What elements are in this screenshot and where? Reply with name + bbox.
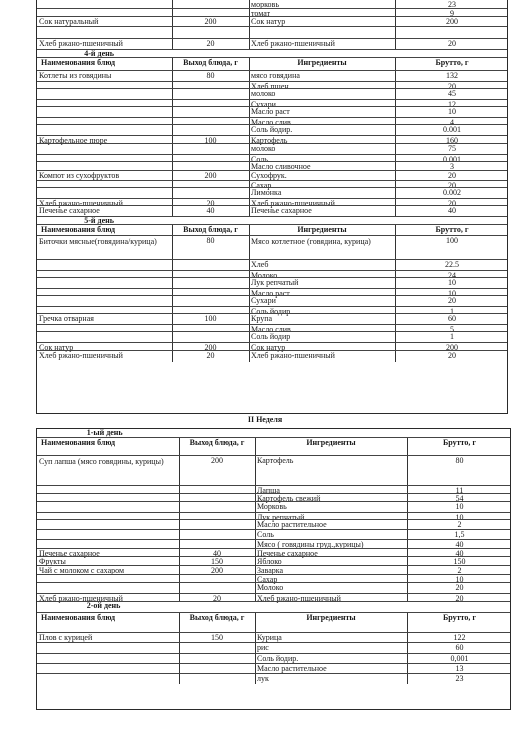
gross-weight-cell: 10 [455, 513, 464, 522]
ingredient-cell: Молоко [257, 583, 284, 592]
yield-cell: 40 [213, 549, 221, 558]
yield-cell: 80 [206, 71, 215, 80]
table-header-row [37, 57, 507, 71]
column-divider [395, 351, 396, 362]
gross-weight-cell: 20 [448, 296, 456, 305]
ingredient-cell: Масло растительное [257, 520, 327, 529]
ingredient-cell: Соль йодир. [257, 654, 299, 663]
gross-weight-cell: 20 [448, 351, 456, 360]
ingredient-cell: Хлеб ржано-пшеничный [251, 199, 335, 208]
ingredient-cell: Лук репчатый [257, 513, 305, 522]
yield-cell: 20 [206, 199, 215, 208]
dish-name-cell: Плов с курицей [39, 633, 93, 642]
dish-name-cell: Картофельное пюре [39, 136, 108, 145]
gross-weight-cell: 11 [455, 486, 464, 495]
gross-weight-cell: 0.001 [443, 125, 461, 134]
gross-weight-cell: 24 [448, 271, 456, 280]
gross-weight-cell: 20 [455, 583, 464, 592]
gross-weight-cell: 1 [450, 332, 454, 341]
gross-weight-cell: 23 [448, 0, 456, 9]
ingredient-cell: Хлеб ржано-пшеничный [251, 351, 335, 360]
column-divider [179, 456, 180, 486]
gross-weight-cell: 2 [457, 520, 462, 529]
dish-name-cell: Хлеб ржано-пшеничный [39, 39, 123, 48]
gross-weight-cell: 160 [446, 136, 458, 145]
yield-cell [179, 674, 255, 684]
gross-weight-cell: 10 [448, 289, 456, 298]
ingredient-cell: Лук репчатый [251, 278, 299, 287]
ingredient-cell: Молоко [251, 271, 278, 280]
yield-cell: 80 [206, 236, 215, 245]
gross-weight-cell: 10 [455, 502, 464, 511]
ingredient-cell: Ингредиенты [306, 438, 356, 447]
yield-cell: 200 [204, 17, 217, 26]
column-divider [255, 456, 256, 486]
table-header-row [37, 612, 510, 633]
dish-name-cell: Гречка отварная [39, 314, 94, 323]
ingredient-cell: Заварка [257, 566, 284, 575]
gross-weight-cell: 20 [448, 181, 456, 190]
yield-cell: 200 [204, 343, 217, 352]
yield-cell: 200 [211, 566, 223, 575]
ingredient-cell: Масло раст [251, 107, 290, 116]
table-row [37, 455, 510, 486]
column-divider [407, 438, 408, 456]
ingredient-cell: Картофель свежий [257, 494, 321, 503]
day-heading: 1-ый день [86, 428, 123, 437]
yield-cell: 100 [204, 136, 217, 145]
ingredient-cell: Ингредиенты [306, 613, 356, 622]
dish-name-cell: Наименования блюд [41, 613, 116, 622]
gross-weight-cell: 60 [448, 314, 456, 323]
menu-table-week1 [36, 0, 508, 414]
column-divider [179, 674, 180, 684]
week-title: II Неделя [247, 415, 283, 424]
gross-weight-cell: 75 [448, 144, 456, 153]
gross-weight-cell: Брутто, г [442, 438, 477, 447]
ingredient-cell: молоко [251, 89, 276, 98]
dish-name-cell: Котлеты из говядины [39, 71, 112, 80]
gross-weight-cell: 200 [446, 17, 458, 26]
ingredient-cell: Лапша [257, 486, 280, 495]
gross-weight-cell: 20 [448, 82, 456, 91]
ingredient-cell: Хлеб ржано-пшеничный [257, 594, 341, 603]
gross-weight-cell: 54 [455, 494, 464, 503]
column-divider [179, 613, 180, 633]
ingredient-cell: томат [251, 9, 271, 18]
gross-weight-cell: Брутто, г [435, 225, 469, 234]
gross-weight-cell: 10 [448, 107, 456, 116]
dish-name-cell: Суп лапша (мясо говядины, курицы) [39, 457, 164, 466]
gross-weight-cell: 0.002 [443, 188, 461, 197]
day-heading-row [37, 429, 510, 437]
yield-cell: 20 [206, 39, 215, 48]
ingredient-cell: Сахар [257, 575, 278, 584]
gross-weight-cell: 80 [455, 456, 464, 465]
gross-weight-cell: 5 [450, 325, 454, 334]
dish-name-cell: Печенье сахарное [39, 549, 100, 558]
ingredient-cell: Морковь [257, 502, 287, 511]
gross-weight-cell: 3 [450, 162, 454, 171]
column-divider [407, 456, 408, 486]
dish-name-cell: Сок натур [39, 343, 74, 352]
dish-name-cell: Печенье сахарное [39, 206, 100, 215]
table-header-row [37, 437, 510, 456]
ingredient-cell: Хлеб [251, 260, 269, 269]
ingredient-cell: Лимонка [251, 188, 282, 197]
day-heading: 5-й день [84, 216, 114, 225]
dish-name-cell: Компот из сухофруктов [39, 171, 120, 180]
ingredient-cell: Сахар [251, 181, 272, 190]
gross-weight-cell: 122 [453, 633, 466, 642]
column-divider [395, 0, 396, 8]
ingredient-cell: лук [257, 674, 269, 683]
ingredient-cell: Мясо котлетное (говядина, курица) [251, 237, 371, 246]
gross-weight-cell: 23 [455, 674, 464, 683]
column-divider [172, 351, 173, 362]
table-row [37, 673, 510, 684]
ingredient-cell: Мясо ( говядины груд.,курицы) [257, 540, 364, 549]
dish-name-cell: Хлеб ржано-пшеничный [39, 351, 123, 360]
ingredient-cell: Курица [257, 633, 282, 642]
gross-weight-cell: 1 [450, 307, 454, 316]
yield-cell [172, 0, 249, 8]
ingredient-cell: Соль [251, 155, 268, 164]
ingredient-cell: Хлеб пшен [251, 82, 289, 91]
yield-cell: 40 [206, 206, 215, 215]
gross-weight-cell: 20 [448, 171, 456, 180]
ingredient-cell: Масло сливочное [251, 162, 311, 171]
ingredient-cell: Ингредиенты [297, 58, 347, 67]
ingredient-cell: Печенье сахарное [257, 549, 318, 558]
column-divider [395, 236, 396, 260]
gross-weight-cell: 22.5 [445, 260, 459, 269]
table-row [37, 350, 507, 362]
gross-weight-cell: 0.001 [443, 155, 461, 164]
column-divider [255, 438, 256, 456]
ingredient-cell: Масло слив [251, 325, 291, 334]
column-divider [407, 613, 408, 633]
column-divider [255, 674, 256, 684]
column-divider [249, 351, 250, 362]
day-heading: 4-й день [84, 49, 114, 58]
table-row [37, 235, 507, 260]
dish-name-cell [37, 0, 172, 8]
yield-cell: Выход блюда, г [183, 225, 238, 234]
ingredient-cell: Сухофрук. [251, 171, 287, 180]
gross-weight-cell: Брутто, г [435, 58, 469, 67]
yield-cell: Выход блюда, г [183, 58, 238, 67]
yield-cell: 150 [211, 557, 223, 566]
gross-weight-cell: 20 [448, 199, 456, 208]
dish-name-cell: Биточки мясные(говядина/курица) [39, 237, 157, 246]
gross-weight-cell: 9 [450, 9, 454, 18]
column-divider [407, 674, 408, 684]
ingredient-cell: Печенье сахарное [251, 206, 312, 215]
yield-cell: 200 [204, 171, 217, 180]
ingredient-cell: Масло растительное [257, 664, 327, 673]
gross-weight-cell: Брутто, г [442, 613, 477, 622]
gross-weight-cell: 13 [455, 664, 464, 673]
gross-weight-cell: 45 [448, 89, 456, 98]
gross-weight-cell: 10 [455, 575, 464, 584]
yield-cell: Выход блюда, г [189, 438, 245, 447]
gross-weight-cell: 150 [453, 557, 466, 566]
day-heading: 2-ой день [86, 601, 121, 610]
dish-name-cell: Наименования блюд [41, 58, 116, 67]
ingredient-cell: Сок натур [251, 343, 286, 352]
yield-cell: Выход блюда, г [189, 613, 245, 622]
ingredient-cell: Яблоко [257, 557, 282, 566]
ingredient-cell: Соль йодир. [251, 125, 293, 134]
gross-weight-cell: 132 [446, 71, 458, 80]
gross-weight-cell: 4 [450, 118, 454, 127]
table-row [37, 0, 507, 8]
gross-weight-cell: 40 [448, 206, 456, 215]
gross-weight-cell: 20 [455, 594, 464, 603]
yield-cell: 20 [206, 351, 215, 360]
yield-cell: 200 [211, 456, 223, 465]
ingredient-cell: Картофель [257, 456, 294, 465]
gross-weight-cell: 0,001 [450, 654, 469, 663]
ingredient-cell: Масло слив [251, 118, 291, 127]
ingredient-cell: Крупа [251, 314, 273, 323]
column-divider [249, 236, 250, 260]
gross-weight-cell: 1,5 [454, 530, 465, 539]
ingredient-cell: Сухари [251, 100, 276, 109]
gross-weight-cell: 20 [448, 39, 456, 48]
dish-name-cell: Сок натуральный [39, 17, 99, 26]
ingredient-cell: мясо говядина [251, 71, 300, 80]
dish-name-cell: Наименования блюд [41, 225, 116, 234]
dish-name-cell: Фрукты [39, 557, 66, 566]
menu-table-week2 [36, 428, 511, 710]
ingredient-cell: Хлеб ржано-пшеничный [251, 39, 335, 48]
gross-weight-cell: 10 [448, 278, 456, 287]
ingredient-cell: Масло раст. [251, 289, 292, 298]
yield-cell: 20 [213, 594, 221, 603]
dish-name-cell: Наименования блюд [41, 438, 116, 447]
gross-weight-cell: 12 [448, 100, 456, 109]
gross-weight-cell: 200 [446, 343, 458, 352]
dish-name-cell: Хлеб ржано-пшеничный [39, 199, 123, 208]
ingredient-cell: Сухари [251, 296, 276, 305]
yield-cell: 100 [204, 314, 217, 323]
yield-cell: 150 [211, 633, 223, 642]
gross-weight-cell: 60 [455, 643, 464, 652]
gross-weight-cell: 40 [455, 540, 464, 549]
column-divider [172, 0, 173, 8]
ingredient-cell: Соль йодир [251, 307, 291, 316]
gross-weight-cell: 40 [455, 549, 464, 558]
dish-name-cell [37, 674, 179, 684]
ingredient-cell: Сок натур [251, 17, 286, 26]
column-divider [255, 613, 256, 633]
ingredient-cell: Картофель [251, 136, 288, 145]
gross-weight-cell: 2 [457, 566, 462, 575]
column-divider [179, 438, 180, 456]
column-divider [249, 0, 250, 8]
ingredient-cell: Соль йодир [251, 332, 291, 341]
ingredient-cell: рис [257, 643, 269, 652]
ingredient-cell: морковь [251, 0, 279, 9]
gross-weight-cell: 100 [446, 236, 458, 245]
dish-name-cell: Чай с молоком с сахаром [39, 566, 125, 575]
column-divider [172, 236, 173, 260]
ingredient-cell: Ингредиенты [297, 225, 347, 234]
ingredient-cell: Соль [257, 530, 274, 539]
dish-name-cell: Хлеб ржано-пшеничный [39, 594, 123, 603]
ingredient-cell: молоко [251, 144, 276, 153]
